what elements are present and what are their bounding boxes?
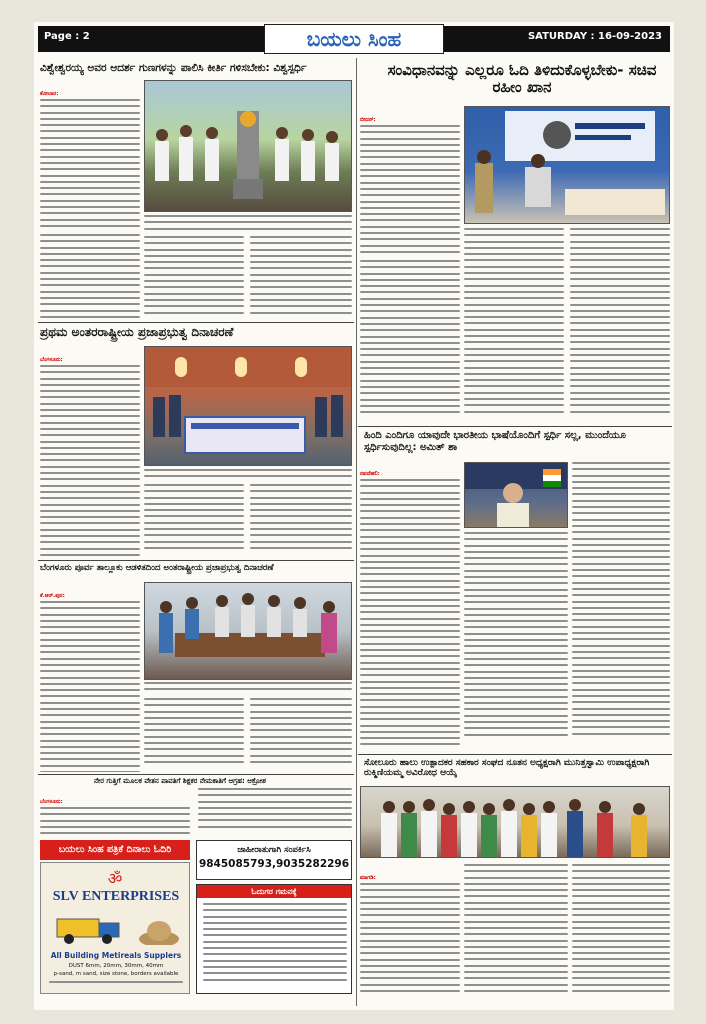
article-body (40, 346, 140, 556)
separator (358, 426, 672, 427)
photo-illustration (465, 463, 568, 528)
dateline: ಬೆಂಗಳೂರು: (40, 357, 63, 363)
notice-body (203, 903, 347, 991)
photo-caption (144, 469, 352, 481)
dateline: ಮಾಗಡಿ: (360, 875, 376, 881)
article-body (198, 788, 352, 836)
photo-illustration (145, 583, 352, 680)
slv-tagline: All Building Metireals Supplers (50, 951, 182, 960)
separator (38, 322, 354, 323)
dateline: ಬೆಂಗಳೂರು: (40, 799, 63, 805)
slv-address (49, 981, 183, 991)
photo-dairy-society (360, 786, 670, 858)
photo-caption (144, 215, 352, 233)
separator (358, 754, 672, 755)
dateline: ಬೀದರ್: (360, 117, 376, 123)
slv-details-2: p-sand, m sand, size stone, borders available (53, 971, 179, 977)
article-body (250, 698, 352, 772)
om-icon: ॐ (107, 869, 123, 888)
headline-bengaluru-east: ಬೆಂಗಳೂರು ಪೂರ್ವ ತಾಲ್ಲೂಕು ಆಡಳಿತದಿಂದ ಅಂತರಾಷ್ಟ್ರೀಯ ಪ್ರಜಾಪ್ರಭುತ್ವ ದಿನಾಚರಣೆ (40, 563, 274, 573)
photo-illustration (465, 107, 670, 224)
article-body (40, 788, 190, 836)
article-body (572, 864, 670, 996)
article-body (40, 234, 140, 320)
article-body (360, 460, 460, 750)
slv-details: DUST 6mm, 20mm, 30mm, 40mm (68, 963, 164, 969)
newspaper-title: ಬಯಲು ಸಿಂಹ (264, 24, 444, 54)
photo-illustration (145, 347, 352, 466)
headline-hindi: ಹಿಂದಿ ಎಂದಿಗೂ ಯಾವುದೇ ಭಾರತೀಯ ಭಾಷೆಯೊಂದಿಗೆ ಸ್ಪರ್ಧಿ ಸಲ್ಲ, ಮುಂದೆಯೂ ಸ್ಪರ್ಧಿಸುವುದಿಲ್ಲ: ಅಮಿತ್ ಶಾ (364, 430, 626, 453)
newspaper-page (34, 22, 674, 1010)
photo-democracy-event (144, 346, 352, 466)
article-body (144, 484, 244, 556)
photo-minister-speech (464, 106, 670, 224)
article-body (250, 484, 352, 556)
slv-title: SLV ENTERPRISES (52, 889, 180, 904)
dateline: ಕೆ.ಆರ್.ಪುರ: (40, 593, 65, 599)
separator (38, 774, 354, 775)
headline-visvesvaraya: ವಿಶ್ವೇಶ್ವರಯ್ಯ ಅವರ ಆದರ್ಶ ಗುಣಗಳನ್ನು ಪಾಲಿಸಿ ಕೀರ್ತಿ ಗಳಿಸಬೇಕು: ವಿಶ್ವಸ್ಪರ್ಧಿ (40, 62, 307, 74)
photo-illustration (361, 787, 670, 858)
photo-caption (144, 682, 352, 694)
ad-classified (196, 840, 352, 880)
article-body (570, 228, 670, 422)
ad-paper-banner (40, 840, 190, 860)
article-body (464, 532, 568, 750)
article-body (40, 582, 140, 772)
headline-constitution: ಸಂವಿಧಾನವನ್ನು ಎಲ್ಲರೂ ಓದಿ ತಿಳಿದುಕೊಳ್ಳಬೇಕು- ಸಚಿವ ರಹೀಂ ಖಾನ (387, 61, 657, 97)
photo-amit-shah (464, 462, 568, 528)
article-body (40, 80, 140, 230)
dateline: ಕೋಲಾರ: (40, 91, 59, 97)
article-body (572, 462, 670, 750)
separator (38, 560, 354, 561)
headline-solur: ಸೋಲೂರು ಹಾಲು ಉತ್ಪಾದಕರ ಸಹಕಾರ ಸಂಘದ ನೂತನ ಅಧ್ಯಕ್ಷರಾಗಿ ಮುನಿತ್ತಸ್ವಾಮಿ ಉಪಾಧ್ಯಕ್ಷರಾಗಿ ರುಕ್ಮಿಣಿಯಮ್ಮ ಅವಿರೋಧ ಆಯ್ಕೆ (364, 758, 650, 779)
classified-phone: 9845085793,9035282296 (198, 858, 350, 870)
photo-statue-tribute (144, 80, 352, 212)
ad-slv-enterprises (40, 862, 190, 994)
article-body (144, 698, 244, 772)
article-body (360, 106, 460, 256)
photo-illustration (145, 81, 352, 212)
article-body (360, 864, 460, 996)
article-body (144, 236, 244, 320)
issue-date: SATURDAY : 16-09-2023 (527, 31, 662, 42)
column-divider (356, 58, 357, 1006)
truck-icon (55, 911, 125, 945)
dateline: ನವದೆಹಲಿ: (360, 471, 380, 477)
headline-democracy-day: ಪ್ರಥಮ ಅಂತರರಾಷ್ಟ್ರೀಯ ಪ್ರಜಾಪ್ರಭುತ್ವ ದಿನಾಚರಣೆ (40, 325, 234, 339)
headline-dharna: ನೇರ ಗುತ್ತಿಗೆ ಮೂಲಕ ವೇತನ ಪಾವತಿಗೆ ಶಿಕ್ಷಕರ ನೇಮಕಾತಿಗೆ ಆಗ್ರಹ: ಆಕ್ರೋಶ (94, 777, 266, 785)
sand-pile-icon (137, 915, 181, 945)
classified-title: ಜಾಹೀರಾತುಗಾಗಿ ಸಂಪರ್ಕಿಸಿ (237, 845, 311, 855)
ad-banner-text: ಬಯಲು ಸಿಂಹ ಪತ್ರಿಕೆ ದಿನಾಲು ಓದಿರಿ (58, 844, 172, 855)
masthead (38, 26, 670, 52)
page-number: Page : 2 (44, 31, 90, 42)
article-body (464, 864, 568, 996)
photo-taluk-office (144, 582, 352, 680)
article-body (360, 260, 460, 422)
notice-title: ಓದುಗರ ಗಮನಕ್ಕೆ (197, 885, 351, 898)
article-body (250, 236, 352, 320)
article-body (464, 228, 564, 422)
ad-readers-notice (196, 884, 352, 994)
